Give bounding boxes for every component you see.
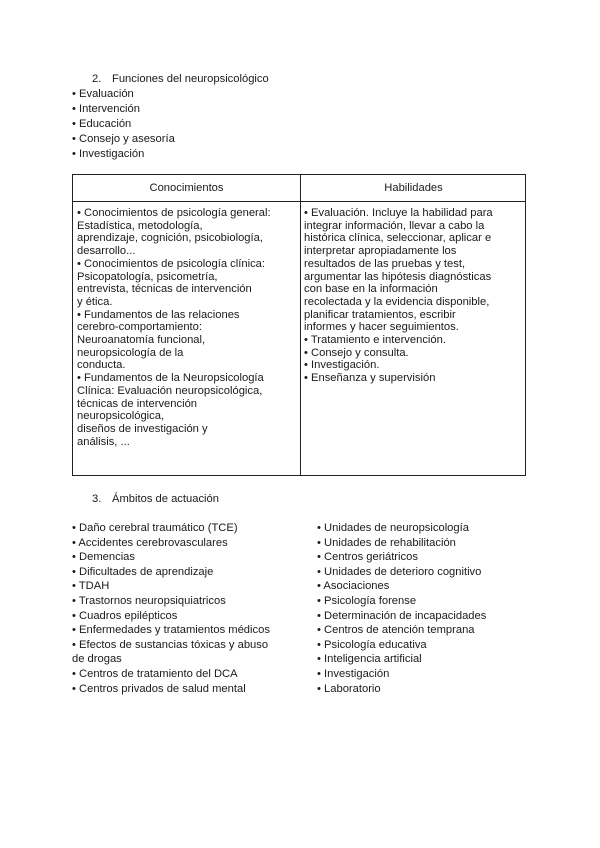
list-item: • Inteligencia artificial (317, 652, 537, 667)
table-cell-item: • Enseñanza y supervisión (304, 372, 524, 385)
section2-number: 2. (92, 73, 102, 85)
list-item: • Centros de tratamiento del DCA (72, 667, 292, 682)
knowledge-cell (77, 207, 297, 448)
list-item: • Psicología forense (317, 594, 537, 609)
list-item: • Evaluación (72, 87, 175, 102)
section3-heading (92, 492, 219, 507)
table-cell-item: • Fundamentos de las relaciones cerebro-comportamiento: Neuroanatomía funcional, neuropsicología de la conducta. (77, 309, 297, 373)
table-cell-item: • Conocimientos de psicología clínica: Psicopatología, psicometría, entrevista, técnicas de intervención y ética. (77, 258, 297, 309)
table-header-skills: Habilidades (384, 182, 443, 194)
list-item: • Laboratorio (317, 682, 537, 697)
functions-list (72, 87, 175, 162)
table-cell-item: • Investigación. (304, 359, 524, 372)
list-item: • Enfermedades y tratamientos médicos (72, 623, 292, 638)
list-item: • Trastornos neuropsiquiatricos (72, 594, 292, 609)
list-item: • Intervención (72, 102, 175, 117)
list-item: • Cuadros epilépticos (72, 609, 292, 624)
table-cell-item: • Consejo y consulta. (304, 347, 524, 360)
table-cell-item: • Tratamiento e intervención. (304, 334, 524, 347)
list-item: • Dificultades de aprendizaje (72, 565, 292, 580)
list-item: • Educación (72, 117, 175, 132)
list-item: • Accidentes cerebrovasculares (72, 536, 292, 551)
areas-left-list (72, 521, 292, 696)
list-item: • Psicología educativa (317, 638, 537, 653)
skills-cell (304, 207, 524, 385)
list-item: • TDAH (72, 579, 292, 594)
list-item: • Determinación de incapacidades (317, 609, 537, 624)
list-item: • Unidades de rehabilitación (317, 536, 537, 551)
table-header-knowledge: Conocimientos (149, 182, 224, 194)
table-cell-item: • Fundamentos de la Neuropsicología Clínica: Evaluación neuropsicológica, técnicas de intervención neuropsicológica, diseños de investigación y análisis, ... (77, 372, 297, 448)
list-item: • Demencias (72, 550, 292, 565)
section3-title: Ámbitos de actuación (112, 493, 219, 505)
list-item: • Centros de atención temprana (317, 623, 537, 638)
list-item: • Unidades de neuropsicología (317, 521, 537, 536)
list-item: • Unidades de deterioro cognitivo (317, 565, 537, 580)
list-item: • Asociaciones (317, 579, 537, 594)
list-item: • Centros geriátricos (317, 550, 537, 565)
knowledge-skills-table (72, 174, 526, 476)
section2-heading (92, 72, 269, 87)
table-cell-item: • Conocimientos de psicología general: Estadística, metodología, aprendizaje, cognición, psicobiología, desarrollo... (77, 207, 297, 258)
list-item: • Consejo y asesoría (72, 132, 175, 147)
table-cell-item: • Evaluación. Incluye la habilidad para integrar información, llevar a cabo la histórica clínica, seleccionar, aplicar e interpretar apropiadamente los resultados de las pruebas y test, argumentar las hipótesis diagnósticas con base en la información recolectada y la evidencia disponible, planificar tratamientos, escribir informes y hacer seguimientos. (304, 207, 524, 334)
section2-title: Funciones del neuropsicológico (112, 73, 269, 85)
list-item: • Efectos de sustancias tóxicas y abuso de drogas (72, 638, 292, 667)
list-item: • Investigación (317, 667, 537, 682)
list-item: • Daño cerebral traumático (TCE) (72, 521, 292, 536)
table-column-divider (300, 175, 301, 475)
section3-number: 3. (92, 493, 102, 505)
areas-right-list (317, 521, 537, 696)
list-item: • Centros privados de salud mental (72, 682, 292, 697)
list-item: • Investigación (72, 147, 175, 162)
